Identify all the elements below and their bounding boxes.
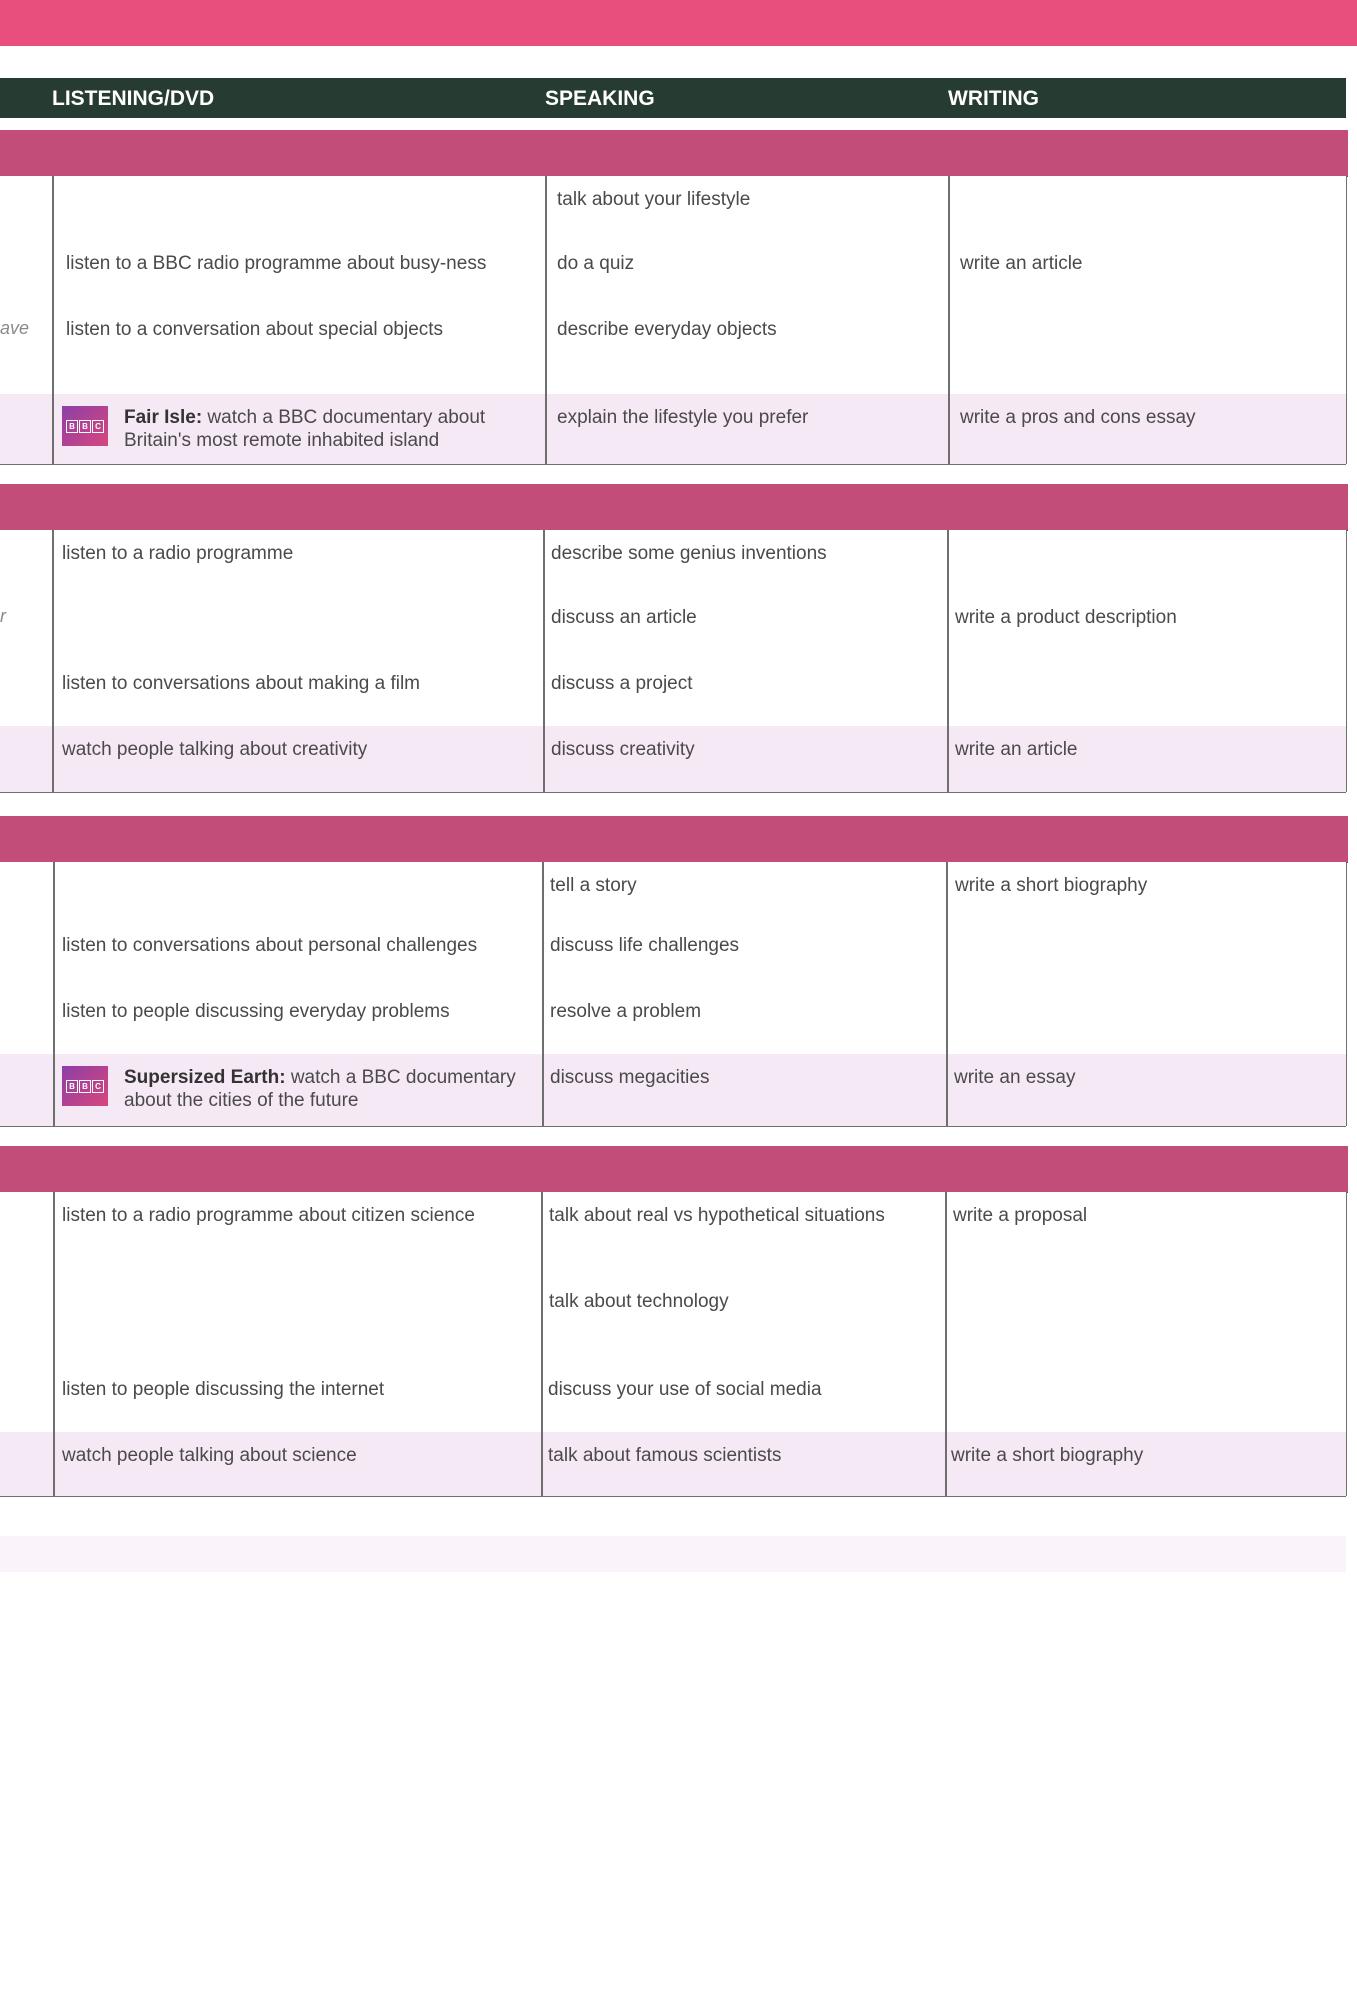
table-row	[0, 1432, 1346, 1497]
listening-cell: listen to people discussing the internet	[62, 1379, 385, 1400]
speaking-cell: discuss creativity	[551, 739, 695, 760]
table-row	[0, 594, 1346, 661]
header-listening: LISTENING/DVD	[52, 87, 215, 110]
unit-3-bar	[0, 816, 1348, 863]
writing-cell: write a proposal	[953, 1205, 1088, 1226]
listening-cell: watch people talking about science	[62, 1445, 357, 1466]
listening-cell	[124, 1066, 529, 1112]
speaking-cell: explain the lifestyle you prefer	[557, 407, 809, 428]
listening-cell: listen to a conversation about special objects	[66, 319, 444, 340]
bottom-band	[0, 1536, 1346, 1572]
speaking-cell: do a quiz	[557, 253, 635, 274]
listening-cell: listen to conversations about personal challenges	[62, 935, 478, 956]
writing-cell: write an essay	[954, 1067, 1076, 1088]
unit-4-bar	[0, 1146, 1348, 1193]
speaking-cell: discuss your use of social media	[548, 1379, 822, 1400]
dvd-description: watch a BBC documentary about Britain's most remote inhabited island	[124, 407, 486, 451]
table-row	[0, 240, 1346, 307]
speaking-cell: discuss megacities	[550, 1067, 710, 1088]
unit-2-bar	[0, 484, 1348, 531]
top-color-band	[0, 0, 1357, 46]
speaking-cell: describe some genius inventions	[551, 543, 827, 564]
bbc-logo-icon: B B C	[62, 406, 108, 446]
table-row	[0, 660, 1346, 727]
speaking-cell: talk about real vs hypothetical situations	[549, 1205, 885, 1226]
writing-cell: write a pros and cons essay	[960, 407, 1196, 428]
unit-1-bar	[0, 130, 1348, 177]
speaking-cell: discuss life challenges	[550, 935, 740, 956]
speaking-cell: describe everyday objects	[557, 319, 777, 340]
writing-cell: write a product description	[955, 607, 1177, 628]
table-row	[0, 176, 1346, 241]
clipped-text: r	[0, 606, 6, 626]
listening-cell: watch people talking about creativity	[62, 739, 368, 760]
header-speaking: SPEAKING	[545, 87, 655, 110]
listening-cell	[124, 406, 524, 452]
header-writing: WRITING	[948, 87, 1039, 110]
speaking-cell: tell a story	[550, 875, 637, 896]
speaking-cell: discuss a project	[551, 673, 693, 694]
listening-cell: listen to a radio programme about citizen science	[62, 1205, 475, 1226]
writing-cell: write an article	[960, 253, 1083, 274]
clipped-text: ave	[0, 318, 30, 338]
speaking-cell: talk about your lifestyle	[557, 189, 751, 210]
listening-cell: listen to conversations about making a film	[62, 673, 421, 694]
table-row	[0, 306, 1346, 395]
writing-cell: write a short biography	[951, 1445, 1144, 1466]
table-row	[0, 530, 1346, 595]
table-row	[0, 1192, 1346, 1279]
speaking-cell: resolve a problem	[550, 1001, 702, 1022]
table-row	[0, 1054, 1346, 1127]
table-row	[0, 862, 1346, 923]
listening-cell: listen to a radio programme	[62, 543, 294, 564]
speaking-cell: discuss an article	[551, 607, 697, 628]
writing-cell: write an article	[955, 739, 1078, 760]
writing-cell: write a short biography	[955, 875, 1148, 896]
table-row	[0, 988, 1346, 1055]
speaking-cell: talk about famous scientists	[548, 1445, 782, 1466]
dvd-title: Supersized Earth:	[124, 1067, 286, 1088]
table-row	[0, 394, 1346, 465]
table-row	[0, 726, 1346, 793]
dvd-title: Fair Isle:	[124, 407, 203, 428]
listening-cell: listen to people discussing everyday problems	[62, 1001, 450, 1022]
listening-cell: listen to a BBC radio programme about busy-ness	[66, 253, 487, 274]
table-row	[0, 1278, 1346, 1367]
table-header	[0, 78, 1346, 118]
speaking-cell: talk about technology	[549, 1291, 729, 1312]
bbc-logo-icon: B B C	[62, 1066, 108, 1106]
table-row	[0, 1366, 1346, 1433]
table-row	[0, 922, 1346, 989]
dvd-description: watch a BBC documentary about the cities of the future	[124, 1067, 516, 1111]
